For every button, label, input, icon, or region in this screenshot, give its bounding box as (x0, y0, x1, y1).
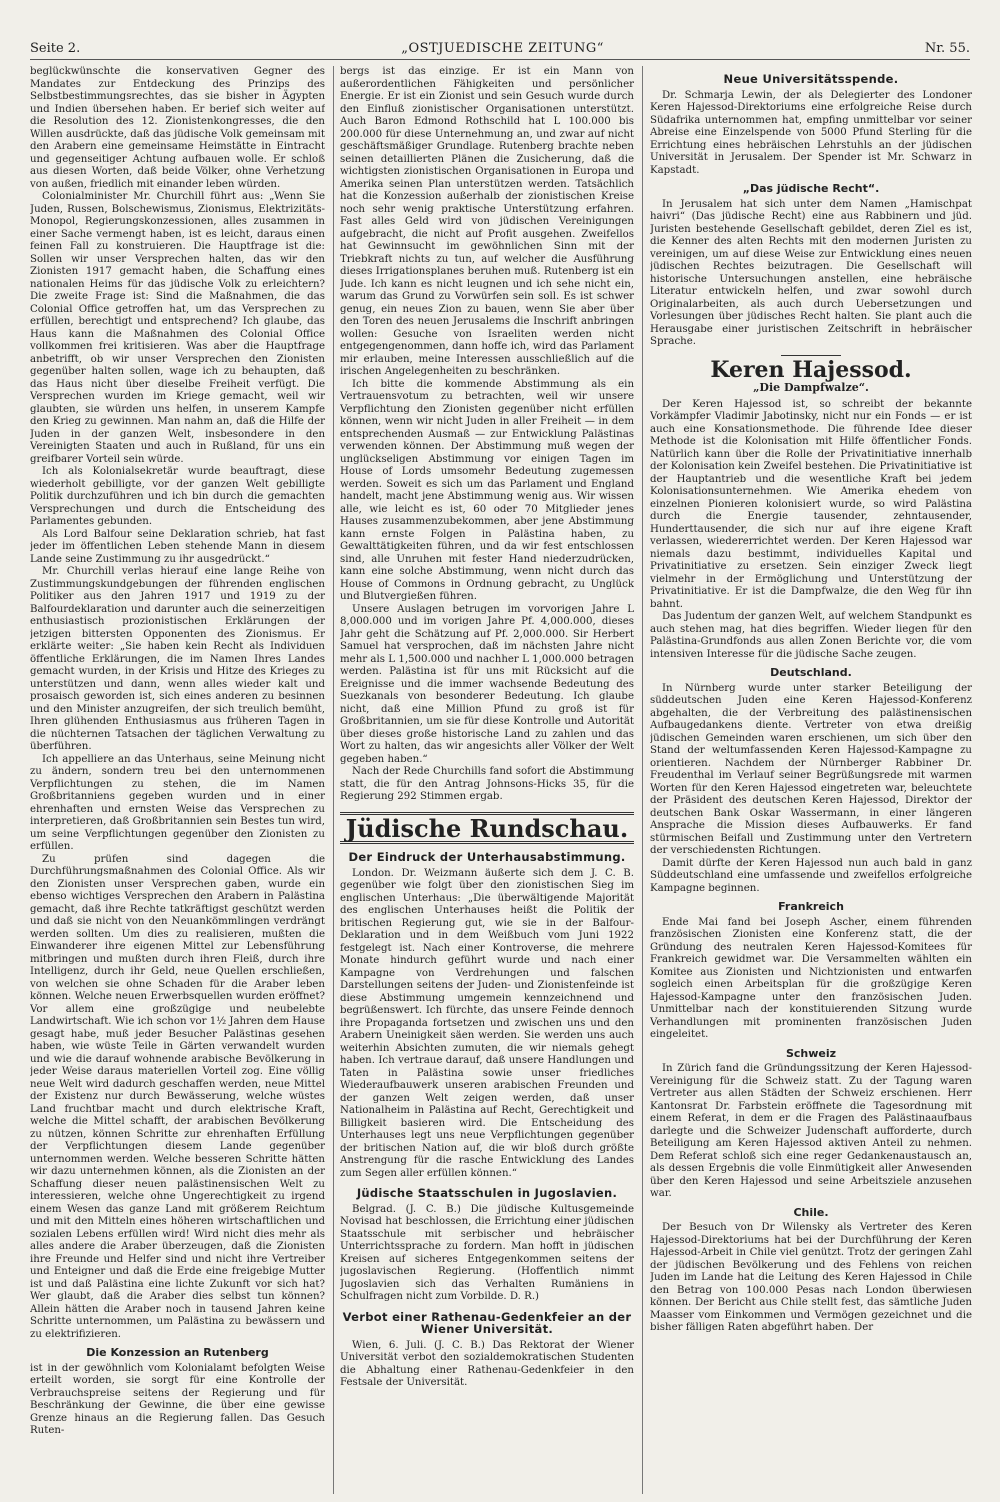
page-number: Seite 2. (30, 41, 81, 56)
paragraph: Als Lord Balfour seine Deklaration schrieb, hat fast jeder im öffentlichen Leben stehende Mann in diesem Lande seine Zustimmung zu ihr ausgedrückt.“ (30, 528, 325, 565)
paragraph: In Zürich fand die Gründungssitzung der Keren Hajessod-Vereinigung für die Schweiz statt. Zu der Tagung waren Vertreter aus allen Städten der Schweiz erschienen. Herr Kantonsrat Dr. Farbstein eröffnete die Tagesordnung mit einem Referat, in dem er die Fragen des Palästinaaufbaus darlegte und die Schweizer Judenschaft aufforderte, durch Beteiligung am Keren Hajessod aktiven Anteil zu nehmen. Dem Referat schloß sich eine reger Gedankenaustausch an, als dessen Ergebnis die volle Einmütigkeit aller Anwesenden über den Keren Hajessod und seine Arbeitsziele anzusehen war. (650, 1063, 972, 1199)
section-heading: Die Konzession an Rutenberg (86, 1346, 269, 1359)
paragraph: Ich als Kolonialsekretär wurde beauftragt, diese wiederholt gebilligte, vor der ganzen Welt gebilligte Politik durchzuführen und ich bin durch die gemachten Versprechungen und durch die Entscheidung des Parlamentes gebunden. (30, 466, 325, 527)
section-heading: Neue Universitätsspende. (723, 72, 899, 86)
paragraph: beglückwünschte die konservativen Gegner des Mandates zur Entdeckung des Prinzips des Selbstbestimmungsrechtes, das sie bisher in Ägypten und Indien übersehen haben. Er berief sich weiter auf die Resolution des 12. Zionistenkongresses, die den Willen ausdrückte, daß das jüdische Volk gemeinsam mit den Arabern eine gemeinsame Heimstätte in Eintracht und gegenseitiger Achtung aufbauen wolle. Er schloß aus diesen Worten, daß beide Völker, ohne Verhetzung von außen, friedlich mit einander leben würden. (30, 66, 325, 190)
section-heading: Verbot einer Rathenau-Gedenkfeier an der Wiener Universität. (342, 1309, 632, 1336)
paragraph: London. Dr. Weizmann äußerte sich dem J. C. B. gegenüber wie folgt über den zionistischen Sieg im englischen Unterhaus: „Die überwältigende Majorität des englischen Unterhauses heißt die Politik der britischen Regierung gut, wie sie in der Balfour-Deklaration und in dem Weißbuch vom Juni 1922 festgelegt ist. Nach einer Kontroverse, die mehrere Monate hindurch geführt wurde und nach einer Kampagne von Verdrehungen und falschen Darstellungen seitens der Juden- und Zionistenfeinde ist diese Abstimmung umgemein kennzeichnend und begrüßenswert. Ich fürchte, das unsere Feinde dennoch ihre Propaganda fortsetzen und zwischen uns und den Arabern Uneinigkeit säen werden. Sie werden uns auch weiterhin Absichten zumuten, die wir niemals gehegt haben. Ich vertraue darauf, daß unsere Handlungen und Taten in Palästina sowie unser friedliches Wiederaufbauwerk unseren arabischen Freunden und der ganzen Welt zeigen werden, daß unser Nationalheim in Palästina auf Recht, Gerechtigkeit und Billigkeit basieren wird. Die Entscheidung des Unterhauses legt uns neue Verpflichtungen gegenüber der britischen Nation auf, die wir bloß durch größte Anstrengung für die rasche Entwicklung des Landes zum Segen aller erfüllen können.“ (340, 867, 634, 1179)
paragraph: Ich appelliere an das Unterhaus, seine Meinung nicht zu ändern, sondern treu bei den unternommenen Verpflichtungen zu stehen, die im Namen Großbritanniens gegeben wurden und in einer ehrenhaften und ernsten Weise das Versprechen zu interpretieren, daß Großbritannien sein Bestes tun wird, um seine Verpflichtungen gegenüber den Zionisten zu erfüllen. (30, 753, 325, 852)
issue-number: Nr. 55. (924, 41, 970, 56)
paragraph: Nach der Rede Churchills fand sofort die Abstimmung statt, die für den Antrag Johnsons-Hicks 35, für die Regierung 292 Stimmen ergab. (340, 766, 634, 802)
column-divider (642, 66, 643, 1494)
paragraph: Zu prüfen sind dagegen die Durchführungsmaßnahmen des Colonial Office. Als wir den Zionisten unser Versprechen gaben, wurde ein ebenso wichtiges Versprechen den Arabern in Palästina gemacht, daß ihre Rechte tatkräftigst geschützt werden und daß sie nicht von den Neuankömmlingen verdrängt werden sollten. Um dies zu realisieren, mußten die Einwanderer ihre eigenen Mittel zur Lebensführung mitbringen und mußten durch ihren Fleiß, durch ihre Intelligenz, durch ihr Geld, neue Quellen erschließen, von welchen sie ohne Schaden für die Araber leben können. Welche neuen Erwerbsquellen wurden eröffnet? Vor allem eine großzügige und neubelebte Landwirtschaft. Wie ich schon vor 1½ Jahren dem Hause gesagt habe, muß jeder Besucher Palästinas gesehen haben, wie wüste Teile in Gärten verwandelt wurden und wie die darauf wohnende arabische Bevölkerung in jeder Weise daraus materiellen Vorteil zog. Eine völlig neue Welt wird dadurch geschaffen werden, neue Mittel der Existenz nur durch Bewässerung, welche wüstes Land fruchtbar macht und durch elektrische Kraft, welche die Mittel schafft, der arabischen Bevölkerung zu nützen, können Schritte zur ehrenhaften Erfüllung der Verpflichtungen diesem Lande gegenüber unternommen werden. Welche besseren Schritte hätten wir dazu unternehmen können, als die Zionisten an der Schaffung dieser neuen palästinensischen Welt zu interessieren, welche ohne Ungerechtigkeit zu irgend einem Wesen das ganze Land mit größerem Reichtum und mit den Mitteln eines höheren wirtschaftlichen und sozialen Lebens erfüllen wird! Wird nicht dies mehr als alles andere die Araber überzeugen, daß die Zionisten ihre Freunde und Helfer sind und nicht ihre Vertreiber und Enteigner und daß die Erde eine freigebige Mutter ist und daß Palästina eine lichte Zukunft vor sich hat? Wer glaubt, daß die Araber dies selbst tun können? Allein hätten die Araber noch in tausend Jahren keine Schritte unternommen, um Palästina zu bewässern und zu elektrifizieren. (30, 853, 325, 1340)
paragraph: Unsere Auslagen betrugen im vorvorigen Jahre L 8,000.000 und im vorigen Jahre Pf. 4,000.000, dieses Jahr geht die Schätzung auf Pf. 2,000.000. Sir Herbert Samuel hat versprochen, daß im nächsten Jahre nicht mehr als L 1,500.000 und nachher L 1,000.000 betragen werden. Palästina ist für uns mit Rücksicht auf die Ereignisse und die immer wachsende Bedeutung des Suezkanals von besonderer Bedeutung. Ich glaube nicht, daß eine Million Pfund zu groß ist für Großbritannien, um sie für diese Kontrolle und Autorität über dieses große historische Land zu zahlen und das Wort zu halten, das wir angesichts aller Völker der Welt gegeben haben.“ (340, 603, 634, 765)
keren-hajessod-title: Keren Hajessod. (710, 356, 912, 383)
paragraph: ist in der gewöhnlich vom Kolonialamt befolgten Weise erteilt worden, sie sorgt für eine Kontrolle der Verbrauchspreise seitens der Regierung und für Beschränkung der Gewinne, die über eine gewisse Grenze hinaus an die Regierung fallen. Das Gesuch Ruten- (30, 1362, 325, 1436)
paragraph: Colonialminister Mr. Churchill führt aus: „Wenn Sie Juden, Russen, Bolschewismus, Zionismus, Elektrizitäts-Monopol, Regierungskonzessionen, alles zusammen in einer Sache vermengt haben, ist es leicht, daraus einen feinen Fall zu konstruieren. Die Hauptfrage ist die: Sollen wir unser Versprechen halten, das wir den Zionisten 1917 gemacht haben, die Schaffung eines nationalen Heims für das jüdische Volk zu erleichtern? Die zweite Frage ist: Sind die Maßnahmen, die das Colonial Office getroffen hat, um das Versprechen zu erfüllen, berechtigt und entsprechend? Ich glaube, das Haus kann die Maßnahmen des Colonial Office vollkommen frei kritisieren. Was aber die Hauptfrage anbetrifft, ob wir unser Versprechen den Zionisten gegenüber halten sollen, wage ich zu behaupten, daß das Haus nicht über dieselbe Freiheit verfügt. Die Versprechen wurden im Kriege gemacht, weil wir glaubten, sie würden uns helfen, in unserem Kampfe den Krieg zu gewinnen. Man nahm an, daß die Hilfe der Juden in der ganzen Welt, insbesondere in den Vereinigten Staaten und auch in Rußland, für uns ein greifbarer Vorteil sein würde. (30, 191, 325, 465)
paragraph: Ende Mai fand bei Joseph Ascher, einem führenden französischen Zionisten eine Konferenz statt, die der Gründung des neutralen Keren Hajessod-Komitees für Frankreich gewidmet war. Die Versammelten wählten ein Komitee aus Zionisten und Nichtzionisten und entwarfen sogleich einen Arbeitsplan für die großzügige Keren Hajessod-Kampagne unter den französischen Juden. Unmittelbar nach der konstituierenden Sitzung wurde Verhandlungen mit prominenten französischen Juden eingeleitet. (650, 916, 972, 1040)
section-heading: Deutschland. (770, 666, 852, 679)
section-heading: Frankreich (778, 900, 844, 913)
paragraph: Der Besuch von Dr Wilensky als Vertreter des Keren Hajessod-Direktoriums hat bei der Durchführung der Keren Hajessod-Arbeit in Chile viel genützt. Trotz der geringen Zahl der jüdischen Bevölkerung und des Fehlens von reichen Juden im Lande hat die Leitung des Keren Hajessod in Chile den Betrag von 100.000 Pesas nach London überwiesen können. Der Bericht aus Chile stellt fest, das sämtliche Juden Maasser vom Einkommen und Vermögen gezeichnet und die bisher fälligen Raten abgeführt haben. Der (650, 1222, 972, 1333)
column-1 (30, 66, 325, 1494)
paragraph: Mr. Churchill verlas hierauf eine lange Reihe von Zustimmungskundgebungen der führenden englischen Politiker aus den Jahren 1917 und 1919 zu der Balfourdeklaration und darunter auch die seinerzeitigen enthusiastisch prozionistischen Erklärungen der jetzigen bittersten Opponenten des Zionismus. Er erklärte weiter: „Sie haben kein Recht als Individuen öffentliche Erklärungen, die im Namen Ihres Landes gemacht wurden, in der Krisis und Hitze des Krieges zu unterstützen und dann, wenn alles wieder kalt und prosaisch geworden ist, sich eines anderen zu besinnen und den Minister anzugreifen, der sich treulich bemüht, Ihren glühenden Enthusiasmus aus früheren Tagen in die nüchternen Tatsachen der täglichen Verwaltung zu überführen. (30, 566, 325, 752)
paragraph: Wien, 6. Juli. (J. C. B.) Das Rektorat der Wiener Universität verbot den sozialdemokratischen Studenten die Abhaltung einer Rathenau-Gedenkfeier in den Festsale der Universität. (340, 1339, 634, 1388)
paragraph: In Jerusalem hat sich unter dem Namen „Hamischpat haivri“ (Das jüdische Recht) eine aus Rabbinern und jüd. Juristen bestehende Gesellschaft gebildet, deren Ziel es ist, die Kenner des alten Rechts mit den modernen Juristen zu vereinigen, um auf diese Weise zur Entwicklung eines neuen jüdischen Rechtes beizutragen. Die Gesellschaft will historische Untersuchungen anstellen, eine hebräische Literatur entwickeln helfen, und zwar sowohl durch Originalarbeiten, als auch durch Uebersetzungen und Vorlesungen über jüdisches Recht halten. Sie plant auch die Herausgabe einer juristischen Zeitschrift in hebräischer Sprache. (650, 198, 972, 347)
paragraph: In Nürnberg wurde unter starker Beteiligung der süddeutschen Juden eine Keren Hajessod-Konferenz abgehalten, die der Verbreitung des palästinensischen Aufbaugedankens diente. Vertreter von etwa dreißig jüdischen Gemeinden waren erschienen, um sich über den Stand der weltumfassenden Keren Hajessod-Kampagne zu orientieren. Nachdem der Nürnberger Rabbiner Dr. Freudenthal im Verlauf seiner Begrüßungsrede mit warmen Worten für den Keren Hajessod eingetreten war, beleuchtete der Präsident des deutschen Keren Hajessod, Direktor der deutschen Bank Oskar Wassermann, in einer längeren Ansprache die Mission dieses Aufbauwerks. Er fand stürmischen Beifall und Zustimmung unter den Vertretern der verschiedensten Richtungen. (650, 682, 972, 856)
section-heading: Der Eindruck der Unterhausabstimmung. (348, 850, 626, 864)
section-heading: Schweiz (785, 1046, 837, 1060)
paragraph: Belgrad. (J. C. B.) Die jüdische Kultusgemeinde Novisad hat beschlossen, die Errichtung einer jüdischen Staatsschule mit serbischer und hebräischer Unterrichtssprache zu fordern. Man hofft in jüdischen Kreisen auf sicheres Entgegenkommen seitens der jugoslavischen Regierung. (Hoffentlich nimmt Jugoslavien sich das Verhalten Rumäniens in Schulfragen nicht zum Vorbilde. D. R.) (340, 1203, 634, 1302)
paragraph: Der Keren Hajessod ist, so schreibt der bekannte Vorkämpfer Vladimir Jabotinsky, nicht nur ein Fonds — er ist auch eine Konsationsmethode. Die führende Idee dieser Methode ist die Kolonisation mit Hilfe öffentlicher Fonds. Natürlich kann über die Rolle der Privatinitiative innerhalb der Kolonisation kein Zweifel bestehen. Die Privatinitiative ist der Hauptantrieb und die wesentliche Kraft bei jedem Kolonisationsunternehmen. Wie Amerika ehedem von einzelnen Pionieren kolonisiert wurde, so wird Palästina durch die Energie tausender, zehntausender, Hunderttausender, die sich nur auf ihre eigene Kraft verlassen, wiedererrichtet werden. Der Keren Hajessod war niemals dazu bestimmt, individuelles Kapital und Privatinitiative zu ersetzen. Sein einziger Zweck liegt vielmehr in der Ermöglichung und Unterstützung der Privatinitiative. Er ist die Dampfwalze, die den Weg für ihn bahnt. (650, 398, 972, 610)
paragraph: Dr. Schmarja Lewin, der als Delegierter des Londoner Keren Hajessod-Direktoriums eine erfolgreiche Reise durch Südafrika unternommen hat, empfing unmittelbar vor seiner Abreise eine Einzelspende von 5000 Pfund Sterling für die Errichtung eines hebräischen Lehrstuhls an der jüdischen Universität in Jerusalem. Der Spender ist Mr. Schwarz in Kapstadt. (650, 89, 972, 176)
paragraph: Ich bitte die kommende Abstimmung als ein Vertrauensvotum zu betrachten, weil wir unsere Verpflichtung den Zionisten gegenüber nicht erfüllen können, wenn wir nicht Juden in aller Freiheit — in dem entsprechenden Ausmaß — zur Entwicklung Palästinas verwenden können. Der Abstimmung muß wegen der unglückseligen Abstimmung vor einigen Tagen im House of Lords umsomehr Bedeutung zugemessen werden. Soweit es sich um das Parlament und England handelt, macht jene Abstimmung wenig aus. Wir wissen alle, wie leicht es ist, 60 oder 70 Mitglieder jenes Hauses zusammenzubekommen, aber jene Abstimmung kann ernste Folgen in Palästina haben, zu Gewalttätigkeiten führen, und da wir fest entschlossen sind, alle Unruhen mit fester Hand niederzudrücken, kann eine solche Abstimmung, wenn nicht durch das House of Commons in Ordnung gebracht, zu Unglück und Blutvergießen führen. (340, 378, 634, 602)
section-heading: Chile. (793, 1205, 829, 1219)
section-heading: Jüdische Staatsschulen in Jugoslavien. (356, 1186, 618, 1200)
section-heading: „Das jüdische Recht“. (742, 182, 880, 195)
rundschau-banner (340, 812, 634, 845)
keren-subtitle: „Die Dampfwalze“. (753, 381, 869, 394)
paragraph: Das Judentum der ganzen Welt, auf welchem Standpunkt es auch stehen mag, hat dies begriffen. Wieder liegen für den Palästina-Grundfonds aus allen Zonen Berichte vor, die vom intensiven Interesse für die jüdische Sache zeugen. (650, 611, 972, 660)
column-3 (650, 66, 972, 1494)
paragraph: Damit dürfte der Keren Hajessod nun auch bald in ganz Süddeutschland eine umfassende und zweifellos erfolgreiche Kampagne beginnen. (650, 857, 972, 894)
newspaper-title: „OSTJUEDISCHE ZEITUNG“ (401, 41, 604, 56)
rundschau-title: Jüdische Rundschau. (345, 813, 629, 843)
column-divider (333, 66, 334, 1494)
page-header (30, 36, 970, 60)
column-2 (340, 66, 634, 1494)
divider (781, 355, 841, 356)
paragraph: bergs ist das einzige. Er ist ein Mann von außerordentlichen Fähigkeiten und persönlicher Energie. Er ist ein Zionist und sein Gesuch wurde durch den Einfluß zionistischer Organisationen unterstützt. Auch Baron Edmond Rothschild hat L 100.000 bis 200.000 für diese Unternehmung an, und zwar auf nicht geschäftsmäßiger Grundlage. Rutenberg brachte neben seinen detaillierten Plänen die Zusicherung, daß die wichtigsten zionistischen Organisationen in Europa und Amerika seinen Plan unterstützen werden. Tatsächlich hat die Konzession außerhalb der zionistischen Kreise noch sehr wenig praktische Unterstützung erfahren. Fast alles Geld wird von jüdischen Vereinigungen aufgebracht, die nicht auf Profit ausgehen. Zweifellos hat Gewinnsucht im gewöhnlichen Sinn mit der Triebkraft nichts zu tun, auf welcher die Ausführung dieses Irrigationsplanes beruhen muß. Rutenberg ist ein Jude. Ich kann es nicht leugnen und ich sehe nicht ein, warum das Grund zu Vorwürfen sein soll. Es ist schwer genug, ein neues Zion zu bauen, wenn Sie aber über den Toren des neuen Jerusalems die Inschrift anbringen wollen: Gesuche von Israeliten werden nicht entgegengenommen, dann hoffe ich, wird das Parlament mir erlauben, meine Interessen ausschließlich auf die irischen Angelegenheiten zu beschränken. (340, 66, 634, 377)
